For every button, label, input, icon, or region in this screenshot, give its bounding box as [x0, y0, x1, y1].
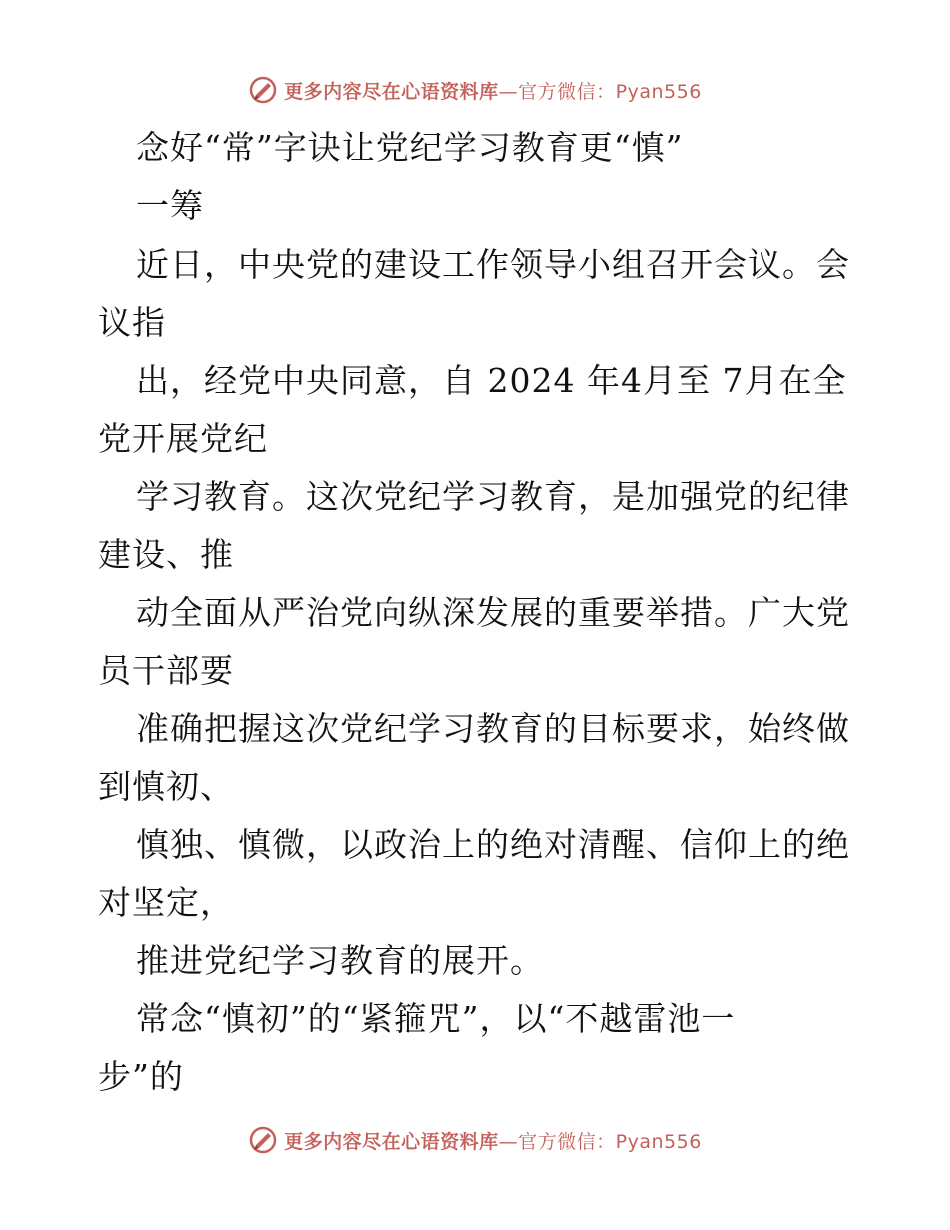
paragraph-line: 准确把握这次党纪学习教育的目标要求，始终做	[136, 709, 850, 748]
paragraph-line: 常念“慎初”的“紧箍咒”，以“不越雷池一	[136, 999, 736, 1038]
paragraph-line: 推进党纪学习教育的展开。	[136, 941, 544, 980]
paragraph-line: 慎独、慎微，以政治上的绝对清醒、信仰上的绝	[136, 825, 850, 864]
paragraph-line: 议指	[98, 303, 166, 342]
footer-watermark	[0, 1120, 950, 1160]
paragraph-line: 动全面从严治党向纵深发展的重要举措。广大党	[136, 593, 850, 632]
pen-logo-icon	[248, 75, 278, 105]
watermark-text: 更多内容尽在心语资料库—官方微信：Pyan556	[284, 1130, 702, 1153]
pen-logo-icon	[248, 1125, 278, 1155]
paragraph-line: 近日，中央党的建设工作领导小组召开会议。会	[136, 245, 850, 284]
paragraph-line: 建设、推	[98, 535, 234, 574]
title-line-1: 念好“常”字诀让党纪学习教育更“慎”	[136, 128, 684, 167]
watermark-text: 更多内容尽在心语资料库—官方微信：Pyan556	[284, 80, 702, 103]
title-line-2: 一筹	[136, 186, 204, 225]
paragraph-line: 对坚定，	[98, 883, 234, 922]
paragraph-line: 到慎初、	[98, 767, 234, 806]
paragraph-line: 员干部要	[98, 651, 234, 690]
paragraph-line: 步”的	[98, 1057, 184, 1096]
header-watermark	[0, 70, 950, 110]
paragraph-line: 党开展党纪	[98, 419, 268, 458]
paragraph-line: 学习教育。这次党纪学习教育，是加强党的纪律	[136, 477, 850, 516]
paragraph-line: 出，经党中央同意，自 2024 年4月至 7月在全	[136, 361, 847, 400]
